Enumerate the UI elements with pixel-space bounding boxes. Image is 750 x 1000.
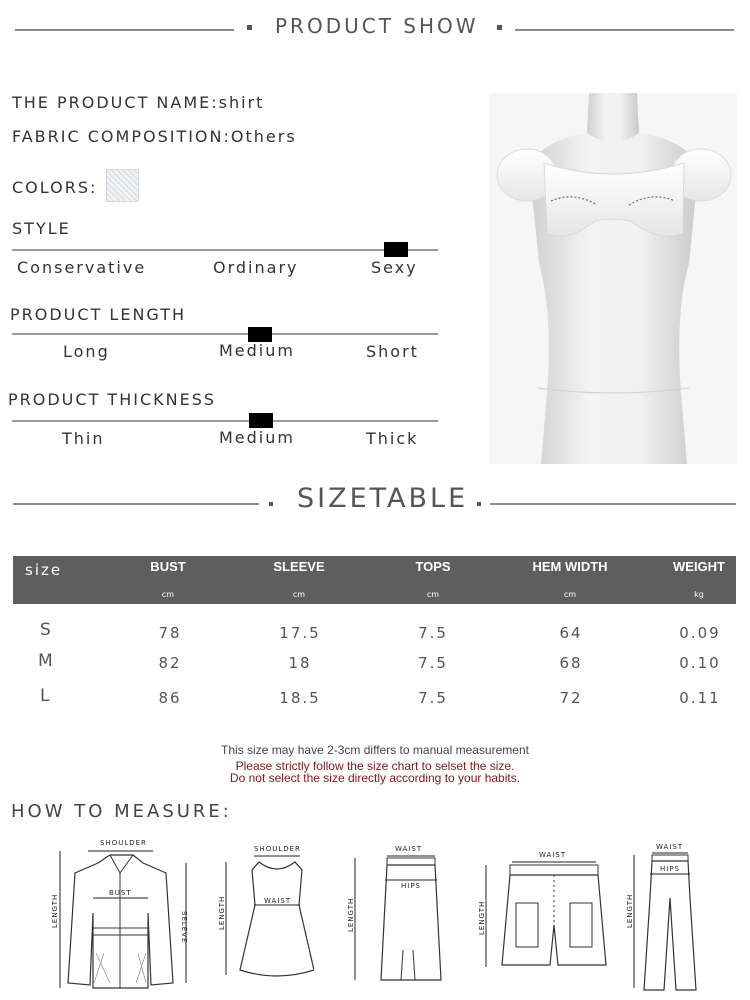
table-cell: 86 [158,689,182,707]
measurement-note: This size may have 2-3cm differs to manual measurement [221,743,529,757]
dress-length-label: LENGTH [218,895,226,930]
table-cell: 78 [158,624,182,642]
colors-label: COLORS: [12,178,98,197]
trousers-length-label: LENGTH [626,893,634,928]
length-title: PRODUCT LENGTH [10,305,187,324]
dress-shoulder-label: SHOULDER [254,845,301,853]
col-unit-hem-width: cm [563,590,577,599]
col-unit-bust: cm [161,590,175,599]
product-name: THE PRODUCT NAME:shirt [12,93,265,112]
style-title: STYLE [12,219,71,238]
thickness-scale-marker [249,413,273,428]
table-cell: 0.10 [679,654,721,672]
table-cell: 0.09 [679,624,721,642]
table-cell: 7.5 [418,654,448,672]
bust-label: BUST [109,889,132,897]
section-divider-left [15,29,234,31]
jacket-length-label: LENGTH [51,893,59,928]
length-scale-line [12,333,438,335]
length-scale-marker [248,327,272,342]
table-cell: 7.5 [418,624,448,642]
col-header-weight: WEIGHT [673,559,725,574]
shoulder-label: SHOULDER [100,839,147,847]
dress-waist-label: WAIST [264,897,292,905]
section-divider-right [515,29,734,31]
table-cell: 72 [559,689,583,707]
section-dot-right [497,25,502,30]
length-option-medium: Medium [219,341,295,360]
thickness-title: PRODUCT THICKNESS [8,390,216,409]
table-cell: 82 [158,654,182,672]
thickness-option-medium: Medium [219,428,295,447]
sizetable-divider-left [13,503,259,505]
col-unit-weight: kg [694,590,704,599]
product-show-title: PRODUCT SHOW [275,14,479,38]
style-option-ordinary: Ordinary [213,258,299,277]
col-header-hem-width: HEM WIDTH [532,559,608,574]
style-scale-line [12,249,438,251]
length-option-long: Long [63,342,110,361]
sizetable-divider-right [490,503,736,505]
table-cell: 0.11 [679,689,721,707]
table-row-size-l: L [40,686,50,706]
table-cell: 7.5 [418,689,448,707]
section-dot-left [247,25,252,30]
sleeve-label: SELEVE [180,911,188,944]
sizetable-dot-right [477,502,481,506]
table-cell: 17.5 [279,624,321,642]
sizetable-title: SIZETABLE [297,483,469,514]
table-cell: 18 [288,654,312,672]
color-swatch-white [106,169,139,202]
skirt-measure-diagram [343,840,453,985]
trousers-measure-diagram [622,838,717,996]
col-unit-sleeve: cm [292,590,306,599]
mannequin-illustration [489,93,737,464]
sizetable-dot-left [269,502,273,506]
style-option-conservative: Conservative [17,258,147,277]
size-column-header: size [25,561,63,579]
how-to-measure-title: HOW TO MEASURE: [11,801,232,822]
shorts-measure-diagram [474,845,619,975]
table-cell: 18.5 [279,689,321,707]
col-header-bust: BUST [150,559,186,574]
thickness-scale-line [12,420,438,422]
jacket-measure-diagram [48,833,198,995]
product-photo [489,93,737,464]
shorts-waist-label: WAIST [539,851,567,859]
table-row-size-m: M [38,651,53,671]
thickness-option-thin: Thin [62,429,105,448]
dress-measure-diagram [214,840,314,985]
style-option-sexy: Sexy [371,258,418,277]
skirt-length-label: LENGTH [347,897,355,932]
thickness-option-thick: Thick [366,429,419,448]
table-cell: 68 [559,654,583,672]
table-row-size-s: S [40,620,51,640]
table-cell: 64 [559,624,583,642]
fabric-composition: FABRIC COMPOSITION:Others [12,127,297,146]
shorts-length-label: LENGTH [478,900,486,935]
col-unit-tops: cm [426,590,440,599]
size-chart-warning: Please strictly follow the size chart to selset the size. [235,759,515,773]
length-option-short: Short [366,342,419,361]
col-header-sleeve: SLEEVE [273,559,325,574]
col-header-tops: TOPS [415,559,451,574]
style-scale-marker [384,242,408,257]
size-table-header [13,556,736,604]
skirt-hips-label: HIPS [401,882,421,890]
size-habit-warning: Do not select the size directly according to your habits. [229,771,521,785]
trousers-hips-label: HIPS [660,865,680,873]
skirt-waist-label: WAIST [395,845,423,853]
trousers-waist-label: WAIST [656,843,684,851]
